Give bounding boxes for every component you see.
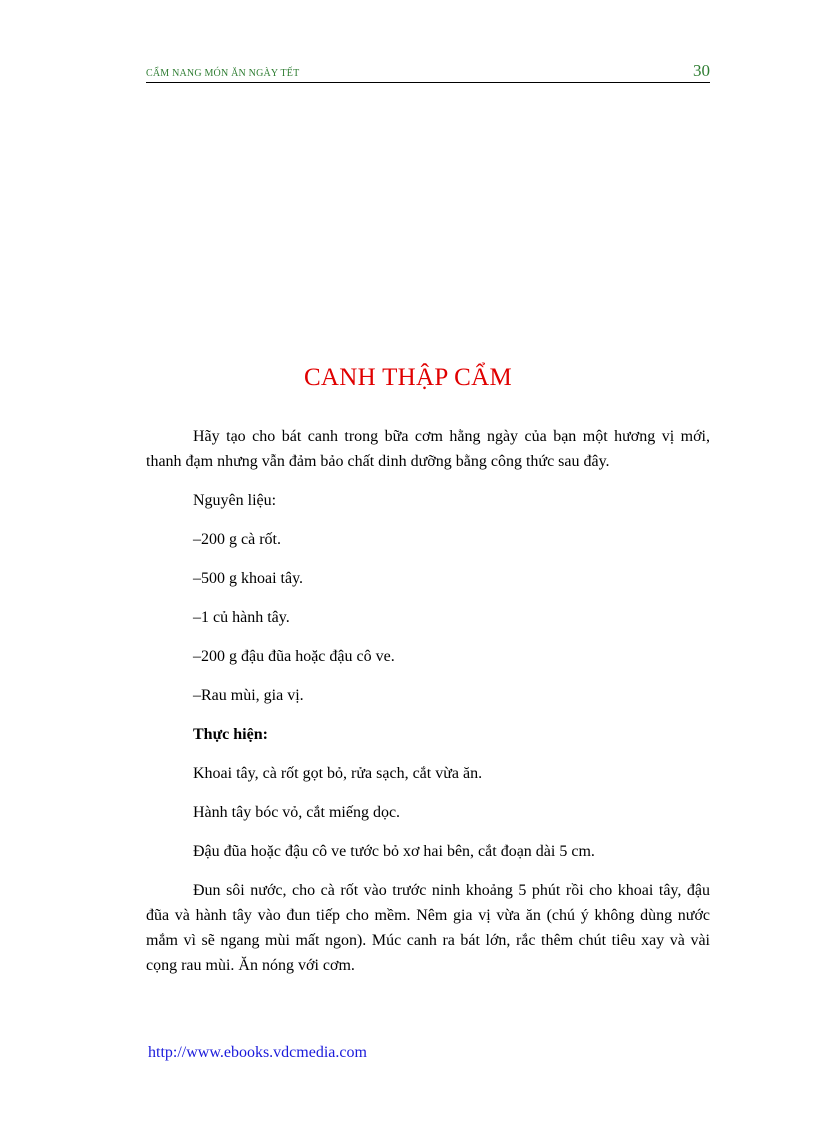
method-step: Hành tây bóc vỏ, cắt miếng dọc. [193, 804, 401, 821]
method-step: Đậu đũa hoặc đậu cô ve tước bỏ xơ hai bên, cắt đoạn dài 5 cm. [193, 843, 595, 860]
intro-paragraph: Hãy tạo cho bát canh trong bữa cơm hằng ngày của bạn một hương vị mới, thanh đạm nhưng vẫn đảm bảo chất dinh dưỡng bằng công thức sau đây. [146, 428, 710, 470]
recipe-body [146, 424, 710, 978]
ingredient-item: –200 g cà rốt. [193, 531, 281, 548]
ingredients-heading: Nguyên liệu: [193, 492, 277, 509]
ingredient-item: –200 g đậu đũa hoặc đậu cô ve. [193, 648, 395, 665]
ingredient-item: –Rau mùi, gia vị. [193, 687, 304, 704]
page-number: 30 [693, 61, 710, 80]
final-step-paragraph: Đun sôi nước, cho cà rốt vào trước ninh khoảng 5 phút rồi cho khoai tây, đậu đũa và hành tây vào đun tiếp cho mềm. Nêm gia vị vừa ăn (chú ý không dùng nước mắm vì sẽ ngang mùi mất ngon). Múc canh ra bát lớn, rắc thêm chút tiêu xay và vài cọng rau mùi. Ăn nóng với cơm. [146, 882, 710, 974]
ingredient-item: –1 củ hành tây. [193, 609, 290, 626]
method-heading: Thực hiện: [193, 726, 268, 743]
method-step: Khoai tây, cà rốt gọt bỏ, rửa sạch, cắt vừa ăn. [193, 765, 483, 782]
ingredient-item: –500 g khoai tây. [193, 570, 304, 587]
recipe-title: CANH THẬP CẨM [303, 364, 513, 391]
header-title: CẨM NANG MÓN ĂN NGÀY TẾT [146, 68, 300, 79]
footer-link[interactable]: http://www.ebooks.vdcmedia.com [148, 1044, 367, 1061]
page-header [146, 60, 710, 83]
